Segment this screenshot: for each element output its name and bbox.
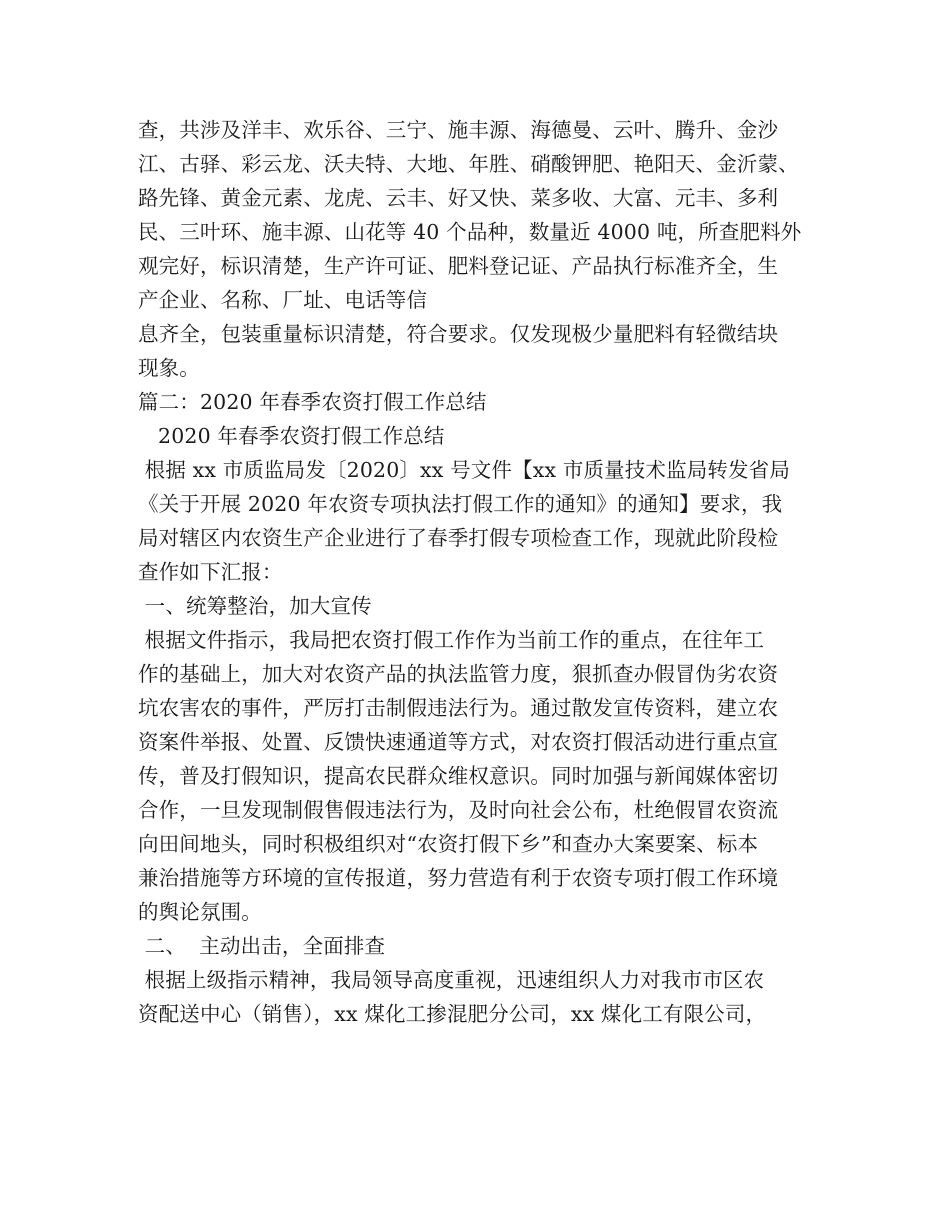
text-line: 查作如下汇报： xyxy=(138,560,283,584)
text-line: 坑农害农的事件，严厉打击制假违法行为。通过散发宣传资料，建立农 xyxy=(138,696,779,720)
text-line: 向田间地头，同时积极组织对“农资打假下乡”和查办大案要案、标本 xyxy=(138,832,759,856)
text-line: 合作，一旦发现制假售假违法行为，及时向社会公布，杜绝假冒农资流 xyxy=(138,798,779,822)
text-line: 现象。 xyxy=(138,356,200,380)
text-line: 产企业、名称、厂址、电话等信 xyxy=(138,288,428,312)
text-line: 资配送中心（销售），xx 煤化工掺混肥分公司，xx 煤化工有限公司， xyxy=(138,1002,767,1026)
text-line: 根据文件指示，我局把农资打假工作作为当前工作的重点，在往年工 xyxy=(138,628,765,652)
text-line: 《关于开展 2020 年农资专项执法打假工作的通知》的通知】要求，我 xyxy=(138,492,783,516)
text-line: 的舆论氛围。 xyxy=(138,900,262,924)
text-line: 息齐全，包装重量标识清楚，符合要求。仅发现极少量肥料有轻微结块 xyxy=(138,322,779,346)
section-heading: 篇二：2020 年春季农资打假工作总结 xyxy=(138,390,487,414)
text-line: 资案件举报、处置、反馈快速通道等方式，对农资打假活动进行重点宣 xyxy=(138,730,779,754)
text-line: 路先锋、黄金元素、龙虎、云丰、好又快、菜多收、大富、元丰、多利 xyxy=(138,186,779,210)
text-line: 根据 xx 市质监局发〔2020〕xx 号文件【xx 市质量技术监局转发省局 xyxy=(138,458,790,482)
text-line: 查，共涉及洋丰、欢乐谷、三宁、施丰源、海德曼、云叶、腾升、金沙 xyxy=(138,118,779,142)
text-line: 局对辖区内农资生产企业进行了春季打假专项检查工作，现就此阶段检 xyxy=(138,526,779,550)
section-heading: 一、统筹整治，加大宣传 xyxy=(138,594,372,618)
text-line: 根据上级指示精神，我局领导高度重视，迅速组织人力对我市市区农 xyxy=(138,968,765,992)
text-line: 兼治措施等方环境的宣传报道，努力营造有利于农资专项打假工作环境 xyxy=(138,866,779,890)
section-heading: 二、 主动出击，全面排查 xyxy=(138,934,386,958)
text-line: 传，普及打假知识，提高农民群众维权意识。同时加强与新闻媒体密切 xyxy=(138,764,779,788)
text-line: 观完好，标识清楚，生产许可证、肥料登记证、产品执行标准齐全，生 xyxy=(138,254,779,278)
text-line: 作的基础上，加大对农资产品的执法监管力度，狠抓查办假冒伪劣农资 xyxy=(138,662,779,686)
text-line: 江、古驿、彩云龙、沃夫特、大地、年胜、硝酸钾肥、艳阳天、金沂蒙、 xyxy=(138,152,799,176)
document-title: 2020 年春季农资打假工作总结 xyxy=(138,424,445,448)
text-line: 民、三叶环、施丰源、山花等 40 个品种，数量近 4000 吨，所查肥料外 xyxy=(138,220,802,244)
